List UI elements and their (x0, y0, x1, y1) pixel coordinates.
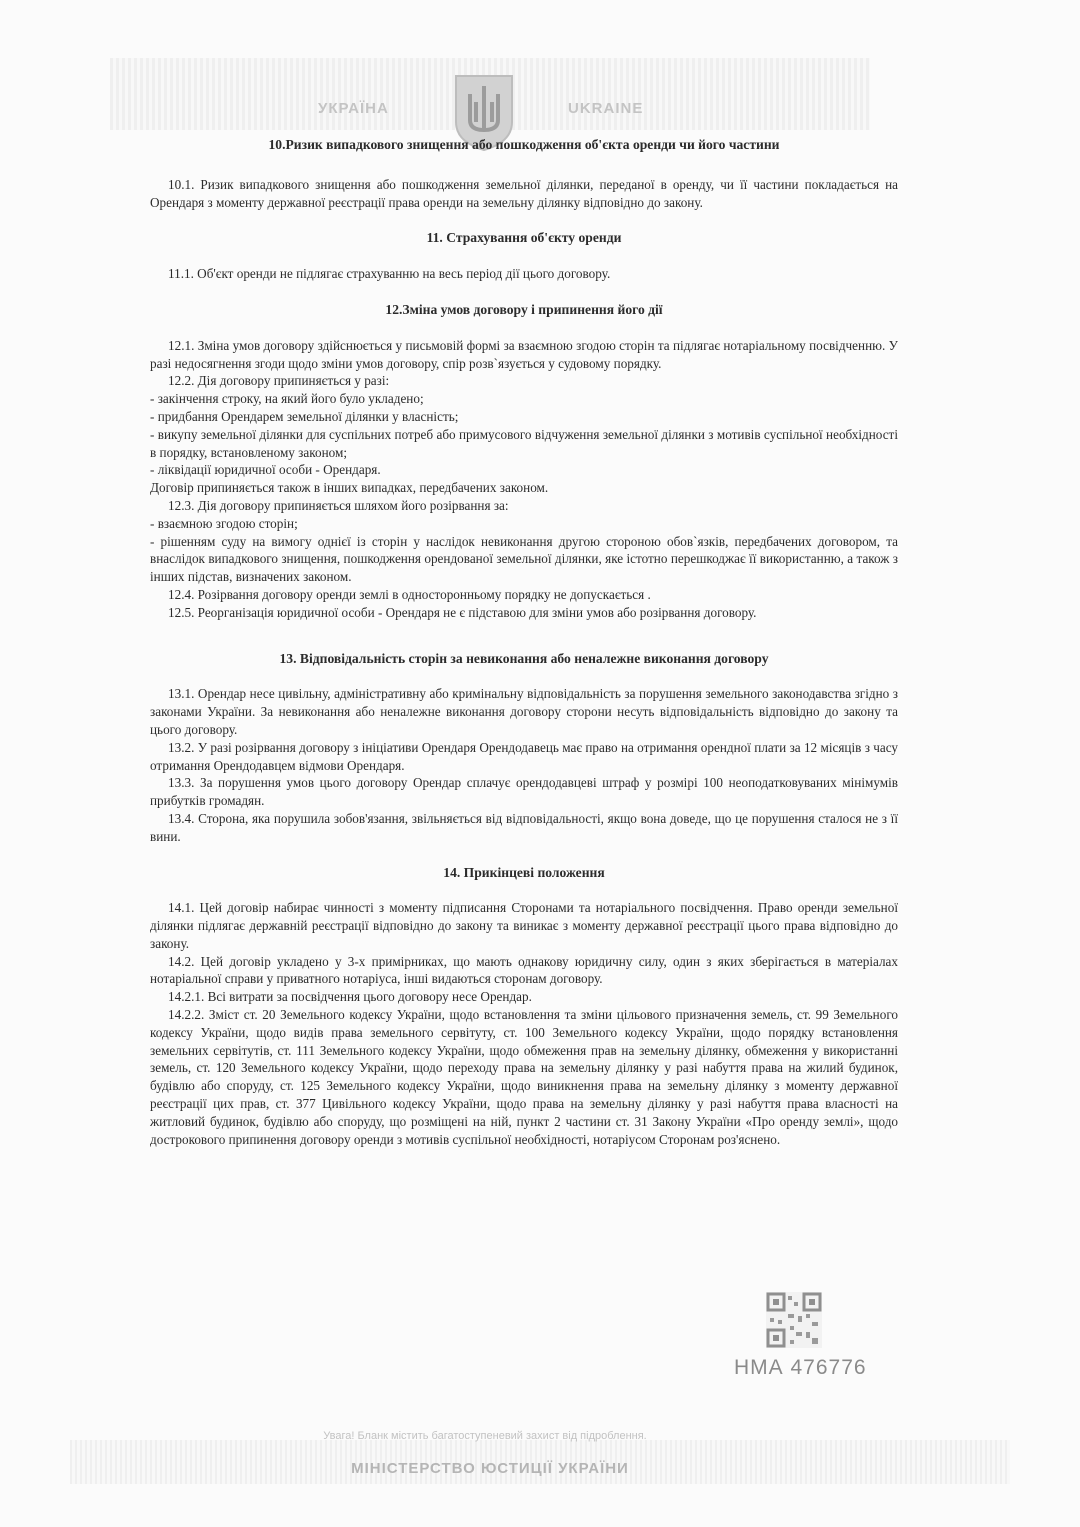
section-11-title: 11. Страхування об'єкту оренди (426, 230, 622, 246)
clause-13-3: 13.3. За порушення умов цього договору Орендар сплачує орендодавцеві штраф у розмірі 100 неоподатковуваних мінімумів прибутків громадян. (150, 775, 898, 809)
clause-14-2-2: 14.2.2. Зміст ст. 20 Земельного кодексу України, щодо встановлення та зміни цільового призначення земель, ст. 99 Земельного кодексу України, щодо видів права земельного сервітуту, ст. 100 Земельного кодексу України, щодо порядку встановлення земельних сервітутів, ст. 111 Земельного кодексу України, щодо обмеження прав на земельну ділянку, обмеження у використанні земель, ст. 120 Земельного кодексу України, щодо переходу права на земельну ділянку у разі набуття права на жилий будинок, будівлю або споруду, ст. 125 Земельного кодексу України, щодо виникнення права на земельну ділянку з моменту державної реєстрації цих прав, ст. 377 Цивільного кодексу України, щодо права на земельну ділянку у разі набуття права власності на житловий будинок, будівлю або споруду, що розміщені на ній, пункт 2 частини ст. 31 Закону України «Про оренду землі», щодо дострокового припинення договору оренди з мотивів суспільної необхідності, нотаріусом Сторонам роз'яснено. (150, 1007, 898, 1147)
list-item: - закінчення строку, на який його було укладено; (150, 391, 424, 407)
clause-14-1: 14.1. Цей договір набирає чинності з моменту підписання Сторонами та нотаріального посвідчення. Право оренди земельної ділянки підлягає державній реєстрації відповідно до закону та виникає з моменту державної реєстрації цього права відповідно до закону. (150, 900, 898, 951)
list-item: Договір припиняється також в інших випадках, передбачених законом. (150, 480, 549, 496)
clause-12-2: 12.2. Дія договору припиняється у разі: (168, 373, 390, 389)
footer-ministry-name: МІНІСТЕРСТВО ЮСТИЦІЇ УКРАЇНИ (351, 1460, 629, 1477)
header-ukraine-word: UKRAINE (568, 100, 644, 117)
section-14-title: 14. Прикінцеві положення (443, 864, 605, 880)
clause-12-5: 12.5. Реорганізація юридичної особи - Орендаря не є підставою для зміни умов або розірвання договору. (168, 604, 757, 620)
clause-12-4: 12.4. Розірвання договору оренди землі в односторонньому порядку не допускається . (168, 586, 651, 602)
clause-12-3: 12.3. Дія договору припиняється шляхом його розірвання за: (168, 497, 509, 513)
qr-code-icon (766, 1292, 822, 1348)
form-serial-number: НМА 476776 (734, 1356, 867, 1379)
list-item: - ліквідації юридичної особи - Орендаря. (150, 462, 381, 478)
clause-10-1: 10.1. Ризик випадкового знищення або пошкодження земельної ділянки, переданої в оренду, чи її частини покладається на Орендаря з моменту державної реєстрації права оренди на земельну ділянку відповідно до закону. (150, 176, 898, 210)
clause-13-4: 13.4. Сторона, яка порушила зобов'язання, звільняється від відповідальності, якщо вона доведе, що це порушення сталося не з її вини. (150, 810, 898, 844)
list-item: - придбання Орендарем земельної ділянки у власність; (150, 408, 459, 424)
clause-11-1: 11.1. Об'єкт оренди не підлягає страхуванню на весь період дії цього договору. (168, 266, 611, 282)
header-ukraina-word: УКРАЇНА (318, 100, 389, 117)
clause-13-1: 13.1. Орендар несе цивільну, адміністративну або кримінальну відповідальність за порушення земельного законодавства згідно з законами України. За невиконання або неналежне виконання договору сторони несуть відповідальність відповідно до закону та цього договору. (150, 686, 898, 737)
section-10-title: 10.Ризик випадкового знищення або пошкодження об'єкта оренди чи його частини (268, 137, 780, 152)
clause-14-2: 14.2. Цей договір укладено у 3-х примірниках, що мають однакову юридичну силу, один з яких зберігається в матеріалах нотаріальної справи у приватного нотаріуса, інші видаються сторонам договору. (150, 953, 898, 987)
footer-warning-note: Увага! Бланк містить багатоступеневий захист від підроблення. (323, 1430, 647, 1442)
clause-13-2: 13.2. У разі розірвання договору з ініціативи Орендаря Орендодавець має право на отримання орендної плати за 12 місяців з часу отримання Орендодавцем відмови Орендаря. (150, 739, 898, 773)
contract-body (150, 136, 898, 1148)
list-item: - рішенням суду на вимогу однієї із сторін у наслідок невиконання другою стороною обов`язків, передбачених договором, та внаслідок випадкового знищення, пошкодження орендованої земельної ділянки, яке істотно перешкоджає її використанню, а також з інших підстав, визначених законом. (150, 533, 898, 585)
section-12-title: 12.Зміна умов договору і припинення його дії (385, 301, 663, 317)
list-item: - взаємною згодою сторін; (150, 515, 298, 531)
list-item: - викупу земельної ділянки для суспільних потреб або примусового відчуження земельної ділянки з мотивів суспільної необхідності в порядку, встановленому законом; (150, 426, 898, 460)
clause-14-2-1: 14.2.1. Всі витрати за посвідчення цього договору несе Орендар. (168, 989, 532, 1005)
clause-12-1: 12.1. Зміна умов договору здійснюється у письмовій формі за взаємною згодою сторін та підлягає нотаріальному посвідченню. У разі недосягнення згоди щодо зміни умов договору, спір розв`язується у судовому порядку. (150, 337, 898, 371)
section-13-title: 13. Відповідальність сторін за невиконання або неналежне виконання договору (279, 650, 769, 666)
